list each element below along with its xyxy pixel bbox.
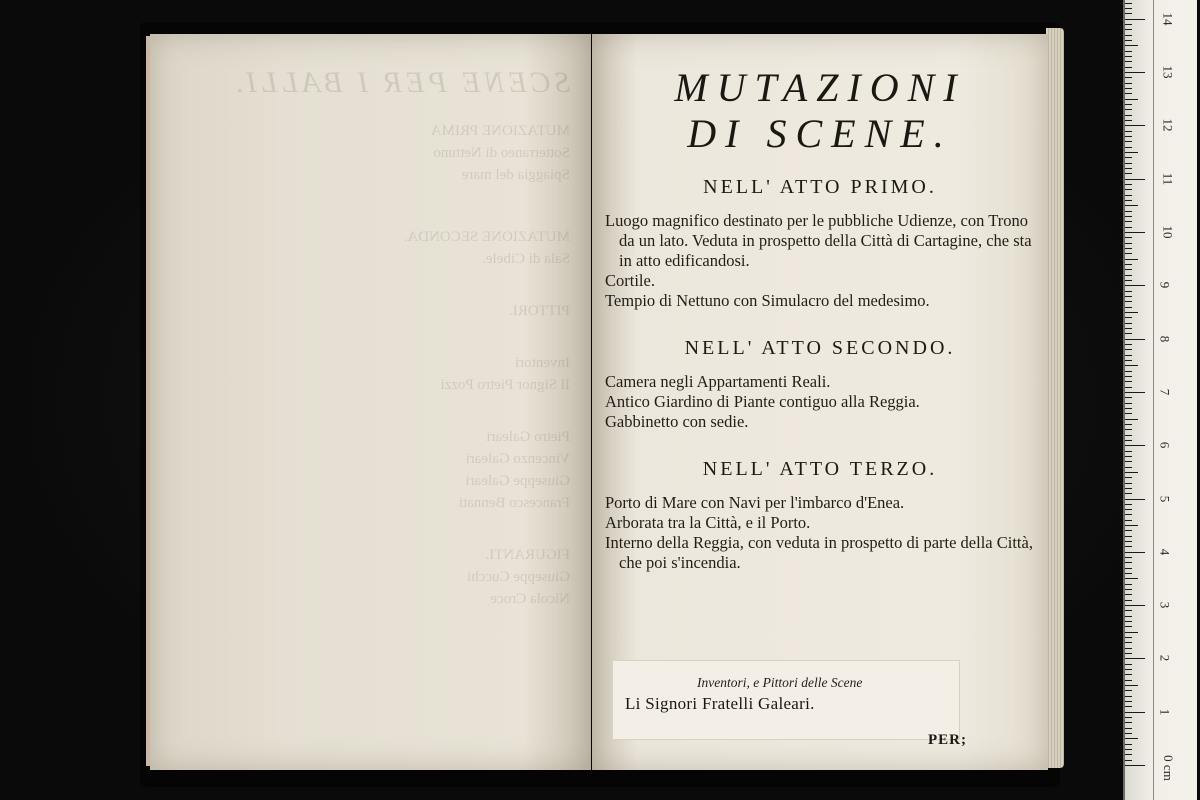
ruler-tick — [1125, 594, 1132, 595]
ruler-tick — [1125, 163, 1132, 164]
page-title: MUTAZIONI — [674, 65, 966, 110]
ruler-tick — [1125, 189, 1132, 190]
ruler-tick — [1125, 184, 1132, 185]
ruler-tick — [1125, 429, 1132, 430]
ruler-tick — [1125, 205, 1138, 206]
ruler-tick — [1125, 754, 1132, 755]
ruler-tick — [1125, 355, 1132, 356]
ruler-tick — [1125, 157, 1132, 158]
ruler-tick — [1125, 626, 1132, 627]
ruler-tick — [1125, 221, 1132, 222]
ruler-tick — [1125, 243, 1132, 244]
ruler-tick — [1125, 232, 1145, 233]
ruler-tick — [1125, 509, 1132, 510]
ruler-number: 1 — [1157, 708, 1173, 715]
show-through-line: Giuseppe Cucchi — [467, 569, 570, 585]
ruler-tick — [1125, 317, 1132, 318]
ruler-number: 5 — [1157, 495, 1173, 502]
ruler-tick — [1125, 680, 1132, 681]
ruler-number: 12 — [1160, 118, 1176, 132]
ruler-tick — [1125, 749, 1132, 750]
ruler-tick — [1125, 328, 1132, 329]
credits-label — [612, 660, 960, 740]
ruler-tick — [1125, 307, 1132, 308]
act-section — [605, 458, 1035, 573]
catchword: PER; — [928, 732, 967, 748]
ruler-tick — [1125, 365, 1138, 366]
ruler-tick — [1125, 269, 1132, 270]
ruler-number: 11 — [1160, 172, 1176, 185]
show-through-line: SCENE PER I BALLI. — [231, 66, 570, 99]
page-content — [605, 66, 1035, 573]
ruler-line — [1153, 0, 1154, 800]
ruler-number: 3 — [1157, 601, 1173, 609]
ruler-tick — [1125, 706, 1132, 707]
act-section — [605, 176, 1035, 311]
show-through-line: Vincenzo Galeari — [465, 451, 570, 467]
ruler-tick — [1125, 493, 1132, 494]
ruler-tick — [1125, 152, 1138, 153]
ruler-tick — [1125, 323, 1132, 324]
ruler-tick — [1125, 717, 1132, 718]
ruler-tick — [1125, 280, 1132, 281]
ruler-tick — [1125, 712, 1145, 713]
ruler-tick — [1125, 216, 1132, 217]
show-through-line: Il Signor Pietro Pozzi — [440, 377, 570, 393]
ruler-tick — [1125, 344, 1132, 345]
ruler-number: 9 — [1157, 282, 1173, 289]
ruler-tick — [1125, 413, 1132, 414]
ruler-tick — [1125, 690, 1132, 691]
show-through-line: Francesco Bennati — [458, 495, 570, 511]
ruler-tick — [1125, 104, 1132, 105]
ruler-tick — [1125, 61, 1132, 62]
show-through-line: FIGURANTI. — [485, 547, 570, 563]
ruler-tick — [1125, 3, 1132, 4]
ruler-tick — [1125, 658, 1145, 659]
show-through-line: Spiaggia del mare — [461, 167, 570, 183]
ruler-tick — [1125, 530, 1132, 531]
ruler-tick — [1125, 648, 1132, 649]
ruler-tick — [1125, 525, 1138, 526]
ruler-tick — [1125, 51, 1132, 52]
ruler-tick — [1125, 546, 1132, 547]
ruler-tick — [1125, 722, 1132, 723]
ruler-tick — [1125, 765, 1145, 766]
ruler-number: 2 — [1157, 655, 1173, 662]
ruler-tick — [1125, 248, 1132, 249]
show-through-text — [190, 60, 570, 740]
ruler-tick — [1125, 664, 1132, 665]
scene-entry: Arborata tra la Città, e il Porto. — [605, 513, 811, 532]
ruler-tick — [1125, 275, 1132, 276]
ruler-tick — [1125, 56, 1132, 57]
ruler-tick — [1125, 397, 1132, 398]
ruler-tick — [1125, 642, 1132, 643]
ruler-tick — [1125, 179, 1145, 180]
show-through-line: Sala di Cibele. — [482, 251, 570, 267]
ruler-tick — [1125, 376, 1132, 377]
ruler-number: 10 — [1160, 225, 1176, 239]
ruler-tick — [1125, 285, 1145, 286]
ruler-tick — [1125, 312, 1138, 313]
ruler-tick — [1125, 227, 1132, 228]
ruler-tick — [1125, 339, 1145, 340]
ruler-tick — [1125, 605, 1145, 606]
ruler-tick — [1125, 259, 1138, 260]
ruler-tick — [1125, 600, 1132, 601]
ruler-tick — [1125, 669, 1132, 670]
ruler-tick — [1125, 173, 1132, 174]
ruler-number: 4 — [1157, 548, 1173, 556]
ruler-tick — [1125, 93, 1132, 94]
ruler-tick — [1125, 589, 1132, 590]
scene-entry: Cortile. — [605, 271, 655, 290]
ruler-tick — [1125, 253, 1132, 254]
ruler-tick — [1125, 477, 1132, 478]
ruler-tick — [1125, 387, 1132, 388]
scene-entry: Gabbinetto con sedie. — [605, 412, 749, 431]
ruler-tick — [1125, 451, 1132, 452]
ruler-tick — [1125, 99, 1138, 100]
ruler-tick — [1125, 109, 1132, 110]
scene-entry: Tempio di Nettuno con Simulacro del medesimo. — [605, 291, 930, 310]
act-heading: NELL' ATTO SECONDO. — [684, 337, 956, 359]
ruler-tick — [1125, 499, 1145, 500]
ruler-tick — [1125, 685, 1138, 686]
scene-entry: Luogo magnifico destinato per le pubbliche Udienze, con Trono da un lato. Veduta in prospetto della Città di Cartagine, che sta in atto edificandosi. — [605, 211, 1032, 270]
ruler-tick — [1125, 141, 1132, 142]
ruler-tick — [1125, 637, 1132, 638]
ruler-tick — [1125, 88, 1132, 89]
ruler-tick — [1125, 472, 1138, 473]
ruler-tick — [1125, 461, 1132, 462]
show-through-line: Inventori — [515, 355, 570, 371]
page-title-line-2: DI SCENE. — [687, 111, 953, 156]
credits-names: Li Signori Fratelli Galeari. — [625, 694, 815, 713]
ruler-tick — [1125, 744, 1132, 745]
ruler-tick — [1125, 504, 1132, 505]
ruler-tick — [1125, 424, 1132, 425]
ruler-tick — [1125, 35, 1132, 36]
ruler-tick — [1125, 24, 1132, 25]
ruler-tick — [1125, 301, 1132, 302]
ruler-tick — [1125, 403, 1132, 404]
show-through-line: Pietro Galeari — [486, 429, 570, 445]
ruler-tick — [1125, 67, 1132, 68]
ruler-tick — [1125, 8, 1132, 9]
ruler-tick — [1125, 371, 1132, 372]
ruler-tick — [1125, 562, 1132, 563]
ruler-tick — [1125, 45, 1138, 46]
ruler-tick — [1125, 632, 1138, 633]
ruler-tick — [1125, 573, 1132, 574]
measurement-ruler — [1123, 0, 1197, 800]
ruler-tick — [1125, 610, 1132, 611]
ruler-tick — [1125, 195, 1132, 196]
ruler-tick — [1125, 541, 1132, 542]
ruler-tick — [1125, 291, 1132, 292]
ruler-tick — [1125, 440, 1132, 441]
ruler-tick — [1125, 211, 1132, 212]
ruler-tick — [1125, 653, 1132, 654]
scene-entry: Antico Giardino di Piante contiguo alla Reggia. — [605, 392, 920, 411]
ruler-tick — [1125, 264, 1132, 265]
ruler-tick — [1125, 125, 1145, 126]
credits-role: Inventori, e Pittori delle Scene — [697, 675, 863, 690]
ruler-number: 6 — [1157, 441, 1173, 449]
ruler-tick — [1125, 392, 1145, 393]
ruler-tick — [1125, 557, 1132, 558]
show-through-line: PITTORI. — [509, 303, 570, 319]
ruler-tick — [1125, 120, 1132, 121]
ruler-tick — [1125, 77, 1132, 78]
ruler-tick — [1125, 200, 1132, 201]
show-through-line: MUTAZIONE SECONDA. — [403, 229, 570, 245]
scene-entry: Camera negli Appartamenti Reali. — [605, 372, 831, 391]
ruler-tick — [1125, 467, 1132, 468]
ruler-tick — [1125, 333, 1132, 334]
show-through-line: Nicola Croce — [490, 591, 570, 607]
ruler-tick — [1125, 419, 1138, 420]
ruler-tick — [1125, 360, 1132, 361]
ruler-tick — [1125, 83, 1132, 84]
ruler-tick — [1125, 435, 1132, 436]
ruler-tick — [1125, 733, 1132, 734]
ruler-tick — [1125, 552, 1145, 553]
ruler-tick — [1125, 674, 1132, 675]
ruler-tick — [1125, 520, 1132, 521]
ruler-tick — [1125, 131, 1132, 132]
scene-entry: Porto di Mare con Navi per l'imbarco d'Enea. — [605, 493, 905, 512]
show-through-line: Sotterraneo di Nettuno — [433, 145, 570, 161]
ruler-tick — [1125, 696, 1132, 697]
page-block-edges — [1046, 28, 1064, 768]
ruler-unit-label: 0 cm — [1160, 755, 1176, 781]
ruler-tick — [1125, 19, 1145, 20]
ruler-tick — [1125, 568, 1132, 569]
ruler-tick — [1125, 13, 1132, 14]
ruler-tick — [1125, 168, 1132, 169]
ruler-tick — [1125, 514, 1132, 515]
ruler-tick — [1125, 584, 1132, 585]
ruler-tick — [1125, 738, 1138, 739]
ruler-tick — [1125, 408, 1132, 409]
ruler-tick — [1125, 760, 1132, 761]
act-section — [605, 337, 1035, 432]
ruler-tick — [1125, 445, 1145, 446]
ruler-tick — [1125, 381, 1132, 382]
ruler-tick — [1125, 40, 1132, 41]
ruler-tick — [1125, 72, 1145, 73]
ruler-tick — [1125, 136, 1132, 137]
ruler-tick — [1125, 536, 1132, 537]
ruler-tick — [1125, 728, 1132, 729]
ruler-tick — [1125, 29, 1132, 30]
show-through-line: Giuseppe Galeari — [465, 473, 570, 489]
ruler-tick — [1125, 147, 1132, 148]
ruler-tick — [1125, 296, 1132, 297]
act-heading: NELL' ATTO TERZO. — [702, 458, 938, 480]
ruler-tick — [1125, 237, 1132, 238]
show-through-line: MUTAZIONE PRIMA — [430, 123, 570, 139]
ruler-tick — [1125, 483, 1132, 484]
act-heading: NELL' ATTO PRIMO. — [703, 176, 937, 198]
ruler-number: 13 — [1160, 65, 1176, 79]
ruler-tick — [1125, 349, 1132, 350]
ruler-tick — [1125, 616, 1132, 617]
scene-entry: Interno della Reggia, con veduta in prospetto di parte della Città, che poi s'incendia. — [605, 533, 1033, 572]
ruler-tick — [1125, 578, 1138, 579]
ruler-tick — [1125, 488, 1132, 489]
ruler-number: 7 — [1157, 388, 1173, 396]
ruler-number: 14 — [1160, 12, 1176, 26]
ruler-tick — [1125, 456, 1132, 457]
ruler-tick — [1125, 701, 1132, 702]
ruler-tick — [1125, 115, 1132, 116]
ruler-number: 8 — [1157, 335, 1173, 342]
ruler-tick — [1125, 621, 1132, 622]
